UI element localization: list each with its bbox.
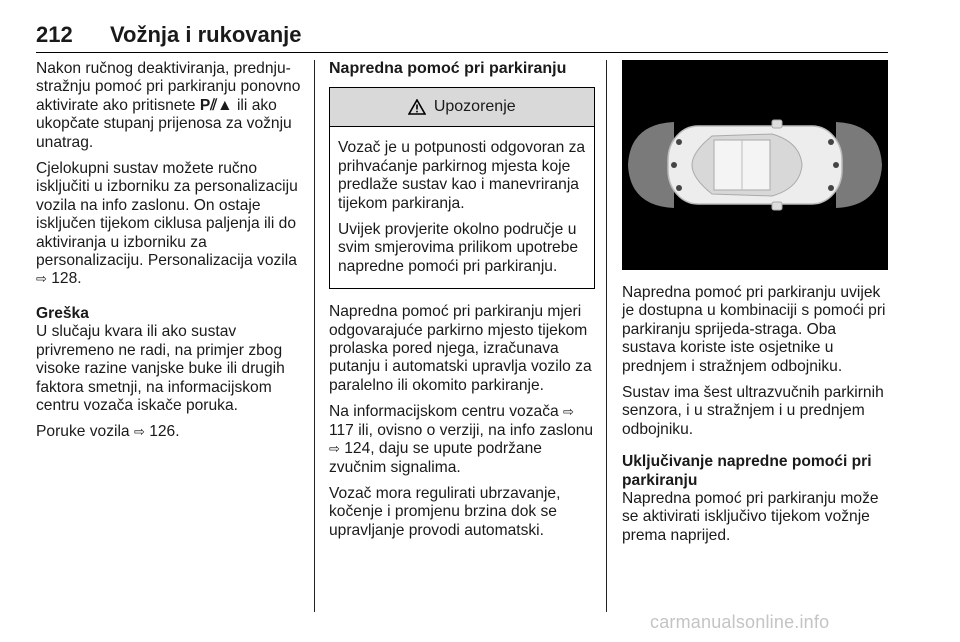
page-ref-icon: ⇨ <box>133 424 145 440</box>
warning-header <box>330 88 594 127</box>
page-ref-icon: ⇨ <box>329 441 340 457</box>
chapter-title: Vožnja i rukovanje <box>110 22 302 47</box>
column-left <box>36 60 306 450</box>
paragraph-text: Poruke vozila <box>36 423 130 441</box>
paragraph-measure: Napredna pomoć pri parkiranju mjeri odgovarajuće parkirno mjesto tijekom prolaska pored njega, izračunava putanju i automatski upravlja vozilo za paralelno ili okomito parkiranje. <box>329 303 592 394</box>
warning-box <box>329 87 595 289</box>
column-divider <box>606 60 607 612</box>
paragraph-text: Nakon ručnog deaktiviranja, prednju-stražnju pomoć pri parkiranju ponovno aktivirate ako pritisnete <box>36 60 301 114</box>
paragraph-messages <box>36 423 306 441</box>
page-ref-icon: ⇨ <box>563 404 574 420</box>
column-middle <box>329 60 595 548</box>
paragraph-reactivation <box>36 60 306 152</box>
column-right <box>622 60 888 553</box>
paragraph-fault: U slučaju kvara ili ako sustav privremeno ne radi, na primjer zbog visoke razine vanjske buke ili drugih faktora smetnji, na informacijskom centru vozača iskače poruka. <box>36 323 285 414</box>
paragraph-driver: Vozač mora regulirati ubrzavanje, kočenje i promjenu brzina dok se upravljanje provodi automatski. <box>329 484 561 539</box>
warning-title: Upozorenje <box>433 98 516 116</box>
paragraph-text: Cjelokupni sustav možete ručno isključiti u izborniku za personalizaciju vozila na info zaslonu. On ostaje isključen tijekom ciklusa paljenja ili do aktiviranja u izborniku za personalizaciju. Personalizacija vozila <box>36 160 298 270</box>
page-ref: 117 ili, ovisno o verziji, na info zaslonu <box>329 421 594 439</box>
page-ref: 126. <box>149 423 180 441</box>
paragraph-activation: Napredna pomoć pri parkiranju može se aktivirati isključivo tijekom vožnje prema naprijed. <box>622 490 879 544</box>
car-sensor-illustration <box>622 60 888 270</box>
page-ref: 124, daju se upute podržane zvučnim signalima. <box>329 440 542 476</box>
warning-text: Uvijek provjerite okolno područje u svim smjerovima prilikom upotrebe napredne pomoći pri parkiranju. <box>338 221 579 275</box>
paragraph-text: Na informacijskom centru vozača <box>329 403 559 421</box>
page-number: 212 <box>36 22 73 47</box>
warning-text: Vozač je u potpunosti odgovoran za prihvaćanje parkirnog mjesta koje predlaže sustav kao i manevriranja tijekom parkiranja. <box>338 139 586 212</box>
paragraph-info <box>329 403 595 477</box>
paragraph-sensors: Sustav ima šest ultrazvučnih parkirnih senzora, i u stražnjem i u prednjem odbojniku. <box>622 384 884 438</box>
watermark: carmanualsonline.info <box>650 612 830 632</box>
warning-body <box>330 127 594 288</box>
page-header <box>36 14 888 53</box>
paragraph-text: ili ako ukopčate stupanj prijenosa za vožnju unatrag. <box>36 96 292 151</box>
fault-heading: Greška <box>36 304 89 322</box>
warning-triangle-icon <box>408 99 426 115</box>
page-ref: 128. <box>51 270 82 288</box>
section-title: Napredna pomoć pri parkiranju <box>329 60 567 77</box>
page-ref-icon: ⇨ <box>36 271 47 287</box>
paragraph-availability: Napredna pomoć pri parkiranju uvijek je dostupna u kombinaciji s pomoći pri parkiranju sprijeda-straga. Oba sustava koriste iste osjetnike u prednjem i stražnjem odbojniku. <box>622 284 886 375</box>
column-divider <box>314 60 315 612</box>
park-assist-icon: P⫽▲ <box>199 96 233 114</box>
paragraph-disable <box>36 160 306 289</box>
activation-heading: Uključivanje napredne pomoći pri parkiranju <box>622 453 872 489</box>
